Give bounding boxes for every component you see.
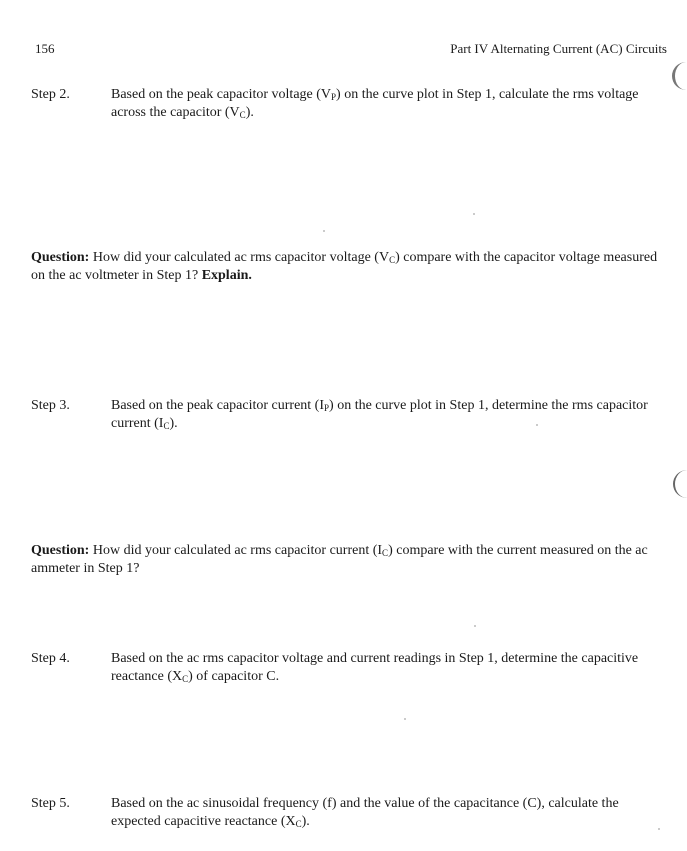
page-number: 156 [35,41,55,56]
step-text: Based on the peak capacitor current $(I_P)$ on the curve plot in Step 1, determine the rms capacitor current $(I_C)$. [111,398,648,431]
scan-speck [323,230,325,232]
scan-speck [473,213,475,215]
step-2 [31,86,661,122]
scan-speck [658,828,660,830]
question-voltage: Question: How did your calculated ac rms capacitor voltage $(V_C)$ compare with the capacitor voltage measured on the ac voltmeter in Step 1? Explain. [31,250,658,283]
step-text: Based on the ac sinusoidal frequency (f) and the value of the capacitance (C), calculate the expected capacitive reactance $(X_C)$. [111,796,619,829]
step-3 [31,397,661,433]
scan-speck [536,424,538,426]
running-head: Part IV Alternating Current (AC) Circuits [450,41,667,56]
scan-speck [474,625,476,627]
scan-speck [404,718,406,720]
step-label: Step 4. [31,651,70,666]
step-label: Step 5. [31,796,70,811]
question-label: Question: [31,543,90,558]
explain-emphasis: Explain. [201,268,252,283]
step-4 [31,650,661,686]
step-5 [31,795,661,831]
question-label: Question: [31,250,90,265]
question-current: Question: How did your calculated ac rms capacitor current $(I_C)$ compare with the current measured on the ac ammeter in Step 1? [31,543,648,576]
step-text: Based on the peak capacitor voltage $(V_P)$ on the curve plot in Step 1, calculate the rms voltage across the capacitor $(V_C)$. [111,87,639,120]
step-label: Step 3. [31,398,70,413]
binding-hole-mark [673,470,687,498]
step-text: Based on the ac rms capacitor voltage and current readings in Step 1, determine the capacitive reactance $(X_C)$ of capacitor C. [111,651,639,684]
step-label: Step 2. [31,87,70,102]
binding-hole-mark [672,62,687,90]
